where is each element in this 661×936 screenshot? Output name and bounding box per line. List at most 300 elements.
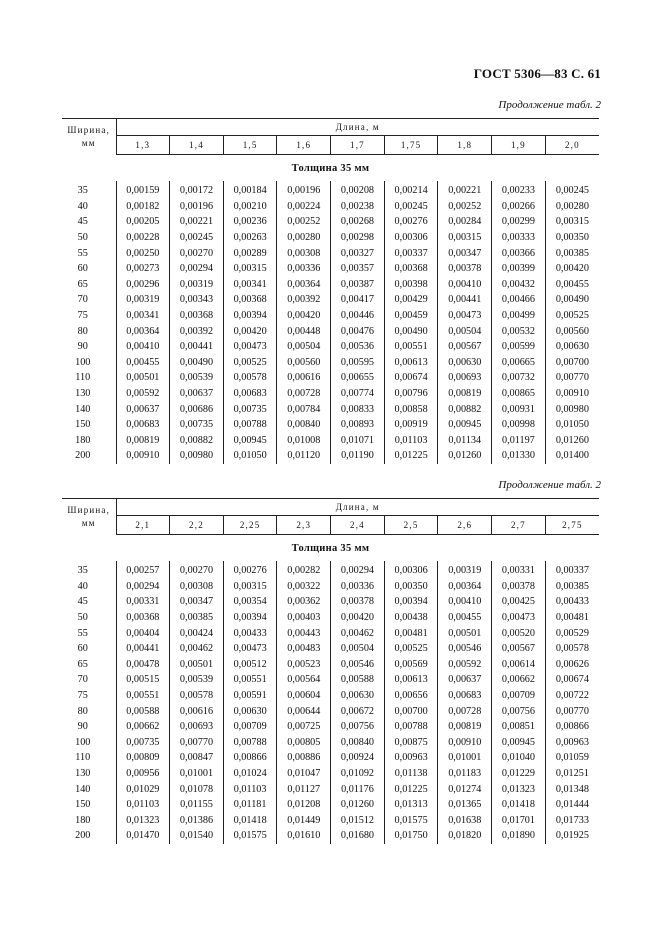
volume-cell: 0,00319	[170, 277, 224, 293]
volume-cell: 0,00662	[492, 672, 546, 688]
volume-cell: 0,00481	[555, 612, 589, 624]
volume-cell: 0,00490	[384, 323, 438, 339]
volume-cell: 0,00728	[438, 703, 492, 719]
volume-cell: 0,00866	[223, 750, 277, 766]
volume-cell: 0,00385	[555, 247, 589, 259]
volume-cell: 0,01197	[492, 433, 546, 449]
volume-cell: 0,00924	[331, 750, 385, 766]
width-cell: 70	[62, 292, 116, 308]
volume-cell: 0,00481	[384, 625, 438, 641]
volume-cell: 0,00520	[492, 625, 546, 641]
volume-cell: 0,00208	[331, 181, 385, 199]
volume-cell: 0,00221	[438, 181, 492, 199]
volume-cell: 0,00770	[170, 735, 224, 751]
volume-cell: 0,00270	[170, 561, 224, 579]
volume-cell: 0,00473	[223, 339, 277, 355]
volume-cell: 0,00674	[384, 370, 438, 386]
volume-cell: 0,00289	[223, 245, 277, 261]
volume-cell: 0,00410	[116, 339, 170, 355]
volume-cell: 0,00490	[170, 355, 224, 371]
volume-cell: 0,00501	[438, 625, 492, 641]
volume-cell: 0,00350	[555, 232, 589, 244]
width-cell: 90	[62, 339, 116, 355]
width-cell: 140	[62, 401, 116, 417]
volume-cell: 0,00700	[384, 703, 438, 719]
volume-cell: 0,00341	[116, 308, 170, 324]
width-cell: 60	[62, 261, 116, 277]
table-row	[62, 386, 599, 402]
length-column-header: 2,7	[492, 516, 546, 535]
volume-cell: 0,00357	[331, 261, 385, 277]
volume-cell: 0,00725	[277, 719, 331, 735]
length-column-header: 2,0	[545, 136, 599, 155]
volume-cell: 0,00910	[438, 735, 492, 751]
table-row	[62, 433, 599, 449]
volume-cell: 0,00368	[223, 292, 277, 308]
volume-cell: 0,00385	[555, 580, 589, 592]
width-cell: 180	[62, 813, 116, 829]
volume-cell: 0,00238	[331, 199, 385, 215]
volume-cell: 0,00525	[555, 310, 589, 322]
volume-cell: 0,00336	[277, 261, 331, 277]
volume-cell: 0,00182	[116, 199, 170, 215]
volume-cell: 0,01155	[170, 797, 224, 813]
volume-cell: 0,00504	[331, 641, 385, 657]
volume-cell: 0,00280	[277, 230, 331, 246]
length-column-header: 1,9	[492, 136, 546, 155]
volume-cell: 0,00998	[492, 417, 546, 433]
length-columns-row	[62, 516, 599, 535]
volume-cell: 0,00172	[170, 181, 224, 199]
width-cell: 90	[62, 719, 116, 735]
volume-cell: 0,01610	[277, 828, 331, 844]
volume-cell: 0,00429	[384, 292, 438, 308]
volume-cell: 0,00756	[331, 719, 385, 735]
volume-cell: 0,00840	[277, 417, 331, 433]
volume-cell: 0,01323	[116, 813, 170, 829]
volume-cell: 0,00473	[492, 610, 546, 626]
volume-cell: 0,00578	[555, 643, 589, 655]
table-row	[62, 199, 599, 215]
volume-cell: 0,00525	[384, 641, 438, 657]
volume-cell: 0,00270	[170, 245, 224, 261]
volume-cell: 0,00693	[170, 719, 224, 735]
volume-cell: 0,00599	[492, 339, 546, 355]
width-cell: 80	[62, 703, 116, 719]
volume-cell: 0,00478	[116, 657, 170, 673]
volume-cell: 0,00578	[223, 370, 277, 386]
volume-cell: 0,00319	[438, 561, 492, 579]
volume-cell: 0,00245	[170, 230, 224, 246]
volume-cell: 0,00700	[555, 356, 589, 368]
table-row	[62, 610, 599, 626]
width-cell: 65	[62, 657, 116, 673]
volume-cell: 0,01575	[384, 813, 438, 829]
width-cell: 80	[62, 323, 116, 339]
volume-cell: 0,00315	[438, 230, 492, 246]
table-row	[62, 688, 599, 704]
volume-cell: 0,00756	[492, 703, 546, 719]
length-column-header: 1,8	[438, 136, 492, 155]
volume-cell: 0,01050	[223, 448, 277, 464]
volume-cell: 0,00683	[223, 386, 277, 402]
width-cell: 100	[62, 735, 116, 751]
volume-cell: 0,00569	[384, 657, 438, 673]
volume-cell: 0,00250	[116, 245, 170, 261]
volume-cell: 0,00672	[331, 703, 385, 719]
volume-cell: 0,00252	[438, 199, 492, 215]
volume-cell: 0,00858	[384, 401, 438, 417]
volume-cell: 0,00433	[223, 625, 277, 641]
volume-cell: 0,00404	[116, 625, 170, 641]
table-row	[62, 370, 599, 386]
table-row	[62, 401, 599, 417]
volume-cell: 0,01001	[170, 766, 224, 782]
volume-cell: 0,01386	[170, 813, 224, 829]
volume-cell: 0,00455	[438, 610, 492, 626]
volume-cell: 0,00931	[492, 401, 546, 417]
volume-cell: 0,00448	[277, 323, 331, 339]
volume-cell: 0,00233	[492, 181, 546, 199]
volume-cell: 0,00294	[116, 579, 170, 595]
volume-cell: 0,00529	[555, 627, 589, 639]
volume-cell: 0,00403	[277, 610, 331, 626]
width-cell: 75	[62, 688, 116, 704]
volume-cell: 0,00245	[384, 199, 438, 215]
table-row	[62, 417, 599, 433]
volume-cell: 0,00980	[170, 448, 224, 464]
volume-cell: 0,00735	[170, 417, 224, 433]
volume-cell: 0,00525	[223, 355, 277, 371]
volume-cell: 0,00462	[170, 641, 224, 657]
volume-cell: 0,01274	[438, 781, 492, 797]
volume-cell: 0,00322	[277, 579, 331, 595]
volume-cell: 0,00536	[331, 339, 385, 355]
volume-cell: 0,00394	[223, 308, 277, 324]
volume-cell: 0,01103	[223, 781, 277, 797]
volume-cell: 0,00433	[555, 596, 589, 608]
volume-cell: 0,01512	[331, 813, 385, 829]
volume-cell: 0,01400	[555, 450, 589, 462]
volume-cell: 0,01024	[223, 766, 277, 782]
volume-cell: 0,00819	[116, 433, 170, 449]
volume-cell: 0,01260	[555, 434, 589, 446]
volume-cell: 0,00354	[223, 594, 277, 610]
volume-cell: 0,00616	[170, 703, 224, 719]
volume-cell: 0,00280	[555, 200, 589, 212]
table-row	[62, 703, 599, 719]
length-column-header: 2,25	[223, 516, 277, 535]
volume-cell: 0,00539	[170, 370, 224, 386]
volume-cell: 0,00398	[384, 277, 438, 293]
volume-cell: 0,00184	[223, 181, 277, 199]
volume-cell: 0,00337	[384, 245, 438, 261]
volume-cell: 0,01225	[384, 448, 438, 464]
volume-cell: 0,00476	[331, 323, 385, 339]
volume-cell: 0,01050	[555, 419, 589, 431]
volume-cell: 0,00455	[555, 278, 589, 290]
volume-cell: 0,01680	[331, 828, 385, 844]
volume-cell: 0,01890	[492, 828, 546, 844]
table-row	[62, 797, 599, 813]
volume-cell: 0,00656	[384, 688, 438, 704]
volume-cell: 0,00364	[438, 579, 492, 595]
width-cell: 55	[62, 245, 116, 261]
volume-cell: 0,00683	[116, 417, 170, 433]
volume-cell: 0,00368	[116, 610, 170, 626]
volume-cell: 0,00432	[492, 277, 546, 293]
volume-cell: 0,00630	[223, 703, 277, 719]
width-cell: 110	[62, 370, 116, 386]
volume-cell: 0,00616	[277, 370, 331, 386]
volume-cell: 0,00483	[277, 641, 331, 657]
volume-cell: 0,01313	[384, 797, 438, 813]
volume-cell: 0,00919	[384, 417, 438, 433]
length-column-header: 1,75	[384, 136, 438, 155]
data-table-1	[62, 118, 599, 464]
length-column-header: 2,4	[331, 516, 385, 535]
volume-cell: 0,00626	[555, 658, 589, 670]
volume-cell: 0,00205	[116, 214, 170, 230]
length-column-header: 2,6	[438, 516, 492, 535]
volume-cell: 0,00910	[116, 448, 170, 464]
volume-cell: 0,00378	[331, 594, 385, 610]
volume-cell: 0,00732	[492, 370, 546, 386]
volume-cell: 0,01229	[492, 766, 546, 782]
volume-cell: 0,00257	[116, 561, 170, 579]
width-header: Ширина, мм	[62, 119, 116, 155]
volume-cell: 0,00268	[331, 214, 385, 230]
width-cell: 200	[62, 828, 116, 844]
volume-cell: 0,01181	[223, 797, 277, 813]
volume-cell: 0,01750	[384, 828, 438, 844]
volume-cell: 0,01449	[277, 813, 331, 829]
volume-cell: 0,00399	[492, 261, 546, 277]
volume-cell: 0,00674	[555, 674, 589, 686]
volume-cell: 0,00774	[331, 386, 385, 402]
volume-cell: 0,00420	[331, 610, 385, 626]
width-cell: 65	[62, 277, 116, 293]
volume-cell: 0,00604	[277, 688, 331, 704]
table-row	[62, 579, 599, 595]
volume-cell: 0,00159	[116, 181, 170, 199]
volume-cell: 0,00282	[277, 561, 331, 579]
volume-cell: 0,00539	[170, 672, 224, 688]
volume-cell: 0,00343	[170, 292, 224, 308]
table-row	[62, 355, 599, 371]
volume-cell: 0,01078	[170, 781, 224, 797]
volume-cell: 0,00655	[331, 370, 385, 386]
table-row	[62, 561, 599, 579]
volume-cell: 0,00796	[384, 386, 438, 402]
table-row	[62, 448, 599, 464]
volume-cell: 0,01071	[331, 433, 385, 449]
table-row	[62, 594, 599, 610]
volume-cell: 0,00847	[170, 750, 224, 766]
volume-cell: 0,00501	[116, 370, 170, 386]
volume-cell: 0,00236	[223, 214, 277, 230]
table-row	[62, 828, 599, 844]
width-cell: 140	[62, 781, 116, 797]
volume-cell: 0,00438	[384, 610, 438, 626]
volume-cell: 0,01208	[277, 797, 331, 813]
volume-cell: 0,00221	[170, 214, 224, 230]
volume-cell: 0,01008	[277, 433, 331, 449]
volume-cell: 0,00410	[438, 277, 492, 293]
volume-cell: 0,00410	[438, 594, 492, 610]
volume-cell: 0,00788	[384, 719, 438, 735]
width-cell: 45	[62, 214, 116, 230]
volume-cell: 0,00515	[116, 672, 170, 688]
volume-cell: 0,00337	[555, 565, 589, 577]
volume-cell: 0,00770	[555, 705, 589, 717]
volume-cell: 0,00331	[492, 561, 546, 579]
volume-cell: 0,00770	[555, 372, 589, 384]
volume-cell: 0,00341	[223, 277, 277, 293]
volume-cell: 0,00893	[331, 417, 385, 433]
table-row	[62, 245, 599, 261]
volume-cell: 0,00368	[170, 308, 224, 324]
length-column-header: 2,75	[545, 516, 599, 535]
volume-cell: 0,00945	[223, 433, 277, 449]
volume-cell: 0,00665	[492, 355, 546, 371]
volume-cell: 0,01047	[277, 766, 331, 782]
volume-cell: 0,01470	[116, 828, 170, 844]
volume-cell: 0,00882	[438, 401, 492, 417]
table-row	[62, 735, 599, 751]
width-header: Ширина, мм	[62, 499, 116, 535]
volume-cell: 0,01638	[438, 813, 492, 829]
volume-cell: 0,00385	[170, 610, 224, 626]
volume-cell: 0,00614	[492, 657, 546, 673]
volume-cell: 0,00441	[116, 641, 170, 657]
volume-cell: 0,00504	[438, 323, 492, 339]
volume-cell: 0,00819	[438, 386, 492, 402]
volume-cell: 0,01127	[277, 781, 331, 797]
width-cell: 150	[62, 797, 116, 813]
table-row	[62, 672, 599, 688]
table-row	[62, 181, 599, 199]
volume-cell: 0,01418	[492, 797, 546, 813]
volume-cell: 0,01138	[384, 766, 438, 782]
volume-cell: 0,00592	[438, 657, 492, 673]
volume-cell: 0,00637	[438, 672, 492, 688]
volume-cell: 0,00306	[384, 230, 438, 246]
volume-cell: 0,00546	[331, 657, 385, 673]
thickness-label: Толщина 35 мм	[291, 542, 370, 554]
table-row	[62, 657, 599, 673]
volume-cell: 0,00210	[223, 199, 277, 215]
table-row	[62, 719, 599, 735]
volume-cell: 0,00567	[492, 641, 546, 657]
volume-cell: 0,00630	[331, 688, 385, 704]
volume-cell: 0,00784	[277, 401, 331, 417]
volume-cell: 0,00637	[170, 386, 224, 402]
length-columns-row	[62, 136, 599, 155]
width-cell: 50	[62, 230, 116, 246]
volume-cell: 0,00546	[438, 641, 492, 657]
volume-cell: 0,01176	[331, 781, 385, 797]
volume-cell: 0,00466	[492, 292, 546, 308]
volume-cell: 0,00284	[438, 214, 492, 230]
width-cell: 50	[62, 610, 116, 626]
volume-cell: 0,00788	[223, 735, 277, 751]
volume-cell: 0,00592	[116, 386, 170, 402]
volume-cell: 0,00630	[438, 355, 492, 371]
volume-cell: 0,00980	[555, 403, 589, 415]
volume-cell: 0,01260	[331, 797, 385, 813]
table-caption: Продолжение табл. 2	[498, 99, 601, 111]
volume-cell: 0,01348	[555, 783, 589, 795]
volume-cell: 0,00306	[384, 561, 438, 579]
length-header: Длина, м	[116, 499, 599, 516]
volume-cell: 0,00425	[492, 594, 546, 610]
volume-cell: 0,00644	[277, 703, 331, 719]
volume-cell: 0,00709	[492, 688, 546, 704]
table-row	[62, 277, 599, 293]
volume-cell: 0,00588	[116, 703, 170, 719]
volume-cell: 0,00394	[384, 594, 438, 610]
table-row	[62, 641, 599, 657]
table-row	[62, 214, 599, 230]
width-cell: 150	[62, 417, 116, 433]
length-column-header: 2,3	[277, 516, 331, 535]
volume-cell: 0,00315	[555, 216, 589, 228]
width-cell: 40	[62, 579, 116, 595]
volume-cell: 0,00417	[331, 292, 385, 308]
volume-cell: 0,00308	[277, 245, 331, 261]
volume-cell: 0,00196	[277, 181, 331, 199]
volume-cell: 0,00473	[223, 641, 277, 657]
table-row	[62, 308, 599, 324]
volume-cell: 0,00728	[277, 386, 331, 402]
volume-cell: 0,00347	[438, 245, 492, 261]
volume-cell: 0,00564	[277, 672, 331, 688]
length-column-header: 1,3	[116, 136, 170, 155]
volume-cell: 0,00819	[438, 719, 492, 735]
volume-cell: 0,00882	[170, 433, 224, 449]
volume-cell: 0,01190	[331, 448, 385, 464]
volume-cell: 0,00630	[555, 341, 589, 353]
volume-cell: 0,00362	[277, 594, 331, 610]
volume-cell: 0,00315	[223, 579, 277, 595]
volume-cell: 0,01418	[223, 813, 277, 829]
volume-cell: 0,00420	[555, 263, 589, 275]
volume-cell: 0,01103	[116, 797, 170, 813]
table-row	[62, 292, 599, 308]
volume-cell: 0,00462	[331, 625, 385, 641]
volume-cell: 0,01092	[331, 766, 385, 782]
volume-cell: 0,01260	[438, 448, 492, 464]
volume-cell: 0,00662	[116, 719, 170, 735]
volume-cell: 0,00350	[384, 579, 438, 595]
data-table-2	[62, 498, 599, 844]
table-row	[62, 339, 599, 355]
volume-cell: 0,00294	[170, 261, 224, 277]
volume-cell: 0,00378	[438, 261, 492, 277]
table-row	[62, 261, 599, 277]
volume-cell: 0,01059	[555, 752, 589, 764]
table-row	[62, 625, 599, 641]
volume-cell: 0,00840	[331, 735, 385, 751]
volume-cell: 0,01001	[438, 750, 492, 766]
volume-cell: 0,00387	[331, 277, 385, 293]
width-cell: 200	[62, 448, 116, 464]
width-cell: 75	[62, 308, 116, 324]
volume-cell: 0,00637	[116, 401, 170, 417]
volume-cell: 0,00252	[277, 214, 331, 230]
volume-cell: 0,00455	[116, 355, 170, 371]
